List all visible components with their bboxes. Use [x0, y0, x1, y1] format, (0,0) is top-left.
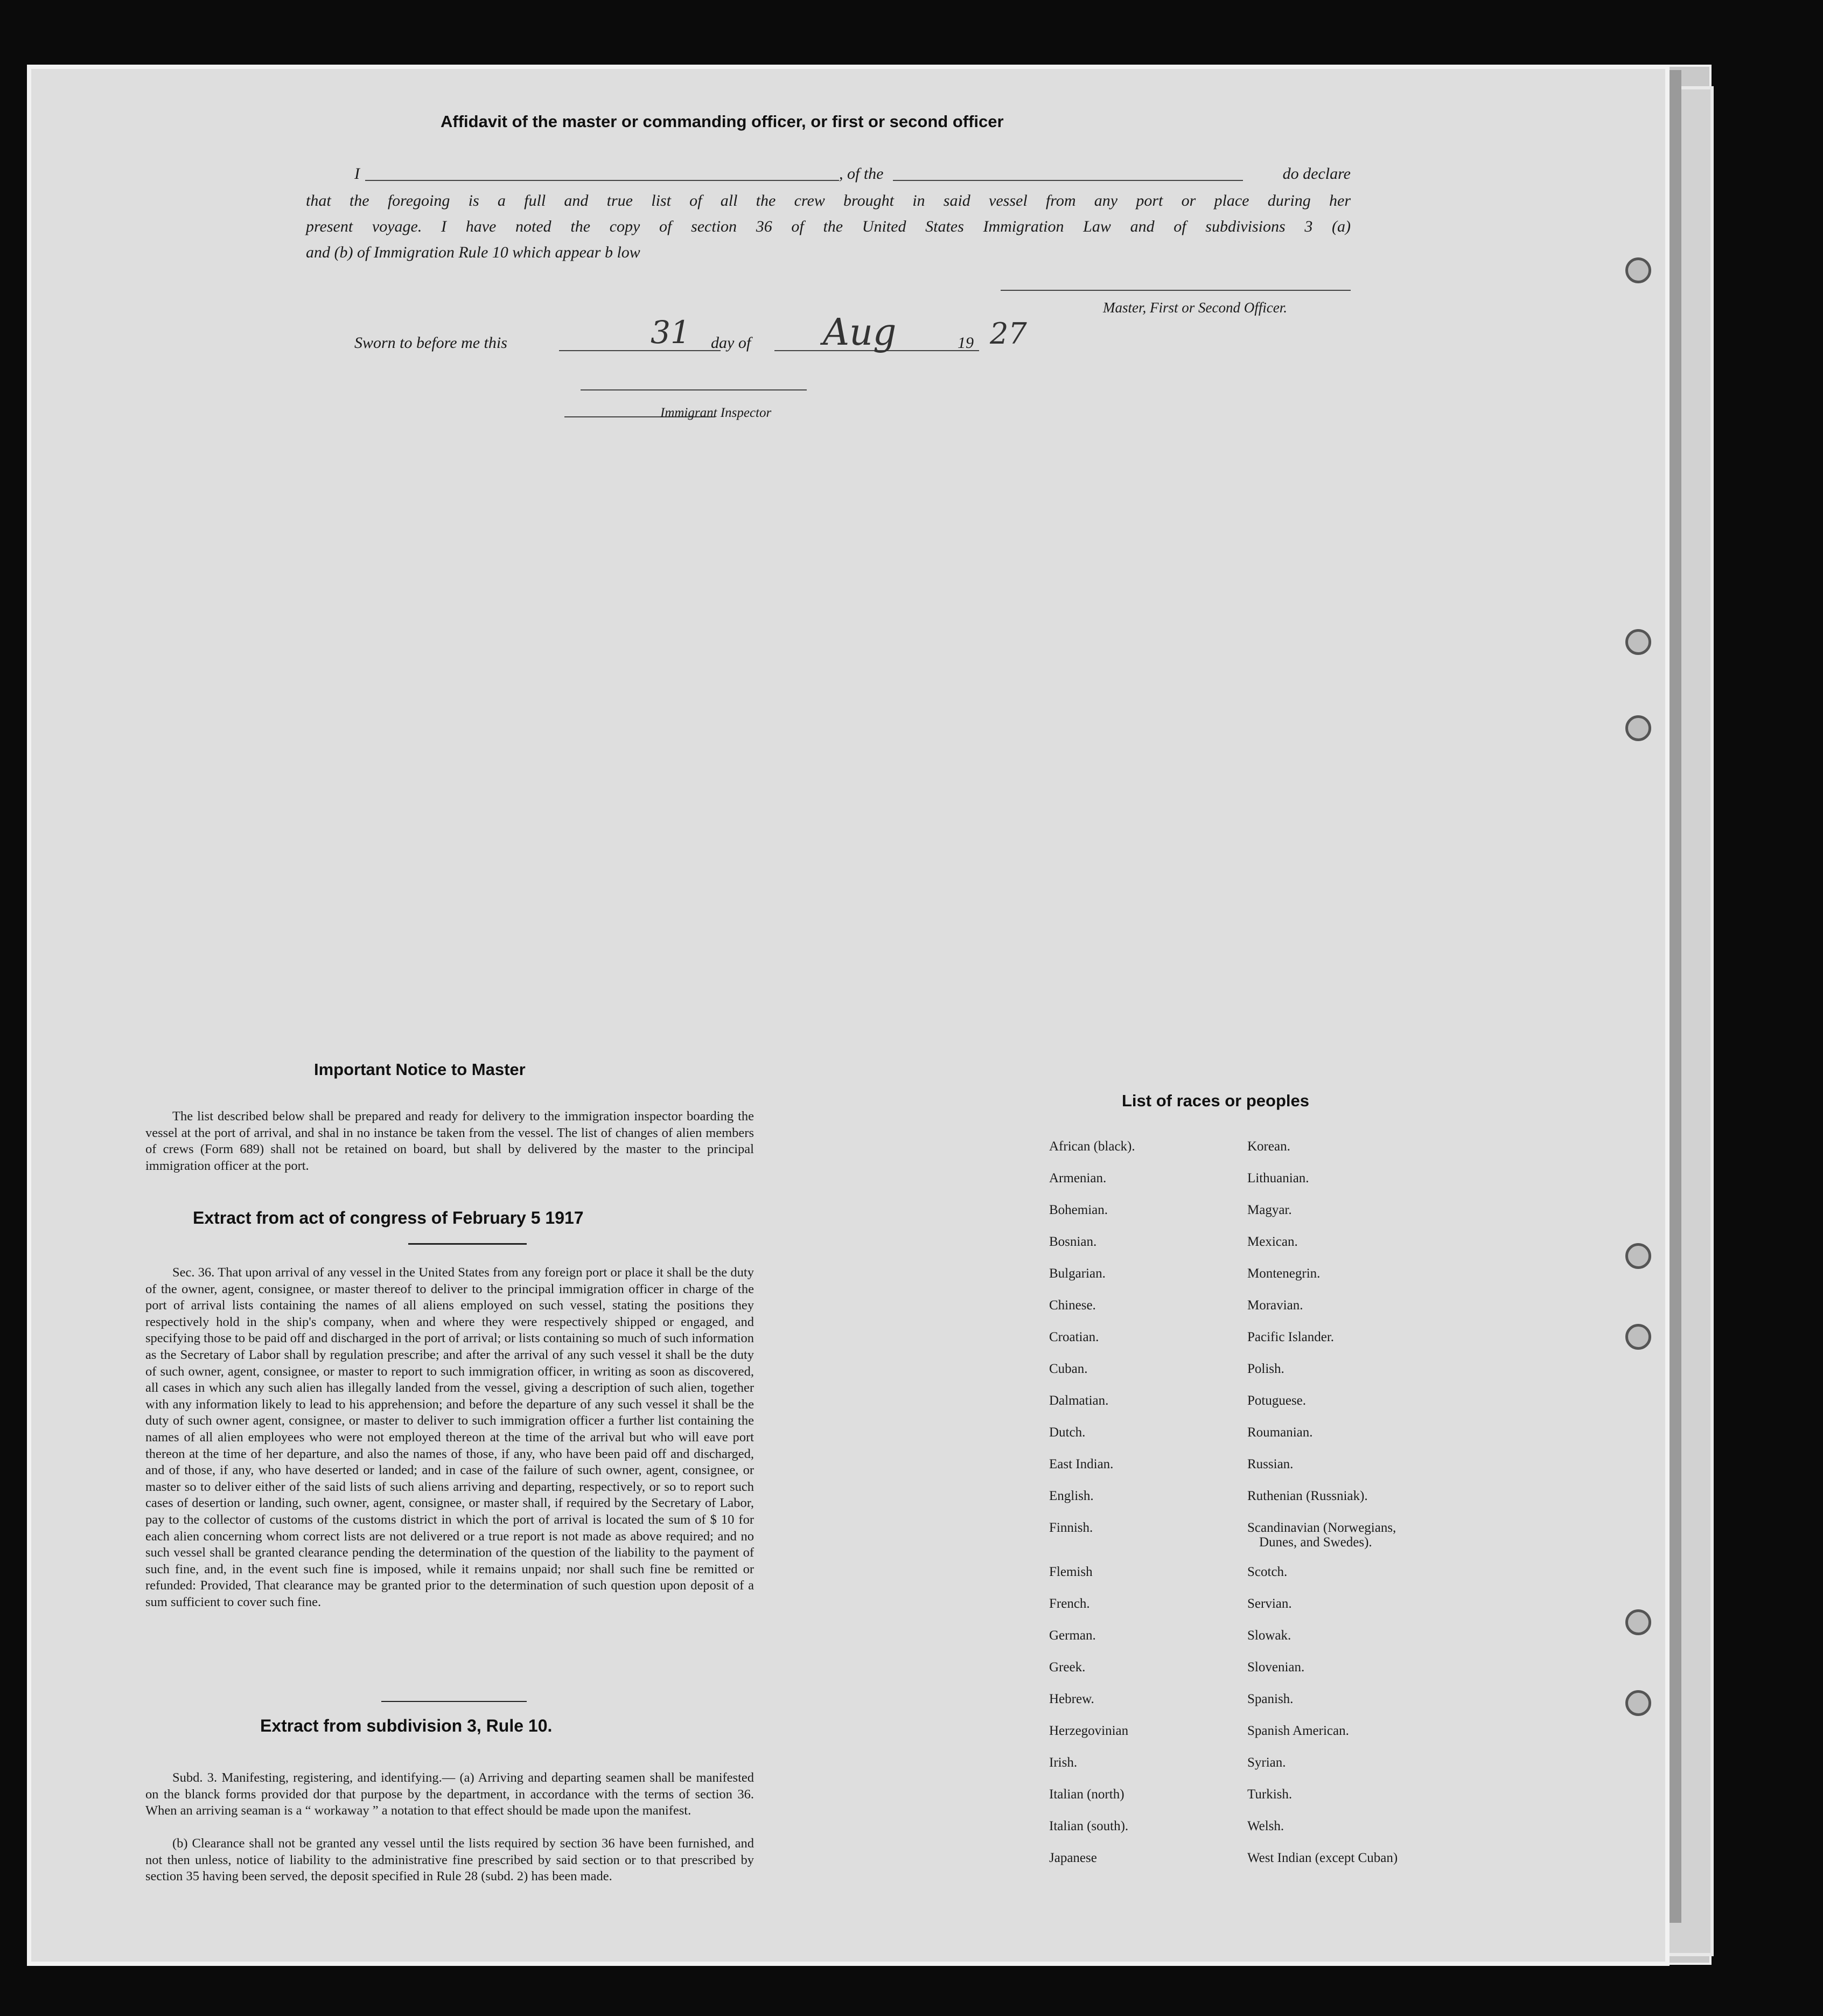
- race-right-item: Servian.: [1247, 1596, 1292, 1611]
- notice-text: The list described below shall be prepared and ready for delivery to the immigration inspector boarding the vessel at the port of arrival, and shal in no instance be taken from the vessel. The list of changes of alien members of crews (Form 689) shall not be retained on board, but shall by delivered by the master to the principal immigration officer at the port.: [145, 1109, 754, 1173]
- race-right-item: Turkish.: [1247, 1787, 1293, 1802]
- race-left-item: Hebrew.: [1049, 1692, 1094, 1706]
- race-left-item: Japanese: [1049, 1851, 1097, 1865]
- binder-hole: [1625, 257, 1651, 283]
- race-right-item: Montenegrin.: [1247, 1266, 1321, 1281]
- race-right-item: Scandinavian (Norwegians,: [1247, 1520, 1396, 1535]
- race-right-item: Russian.: [1247, 1457, 1294, 1471]
- extract-act-bottom-rule: [381, 1701, 527, 1702]
- race-right-item: Syrian.: [1247, 1755, 1286, 1770]
- extract-rule-title: Extract from subdivision 3, Rule 10.: [260, 1716, 553, 1735]
- race-right-item: Pacific Islander.: [1247, 1330, 1335, 1344]
- extract-act-rule: [408, 1243, 527, 1245]
- affidavit-title: Affidavit of the master or commanding officer, or first or second officer: [441, 112, 1004, 131]
- race-left-item: Irish.: [1049, 1755, 1078, 1770]
- race-left-item: Armenian.: [1049, 1171, 1107, 1185]
- race-right-item: Scotch.: [1247, 1565, 1288, 1579]
- race-right-item: Moravian.: [1247, 1298, 1303, 1313]
- race-left-item: African (black).: [1049, 1139, 1135, 1154]
- race-left-item: Bulgarian.: [1049, 1266, 1106, 1281]
- race-left-item: Herzegovinian: [1049, 1724, 1129, 1738]
- binder-hole: [1625, 1609, 1651, 1635]
- year-suffix: 27: [990, 317, 1027, 351]
- race-left-item: German.: [1049, 1628, 1096, 1643]
- master-label: Master, First or Second Officer.: [1103, 299, 1287, 316]
- race-right-item: Slowak.: [1247, 1628, 1291, 1643]
- race-left-item: English.: [1049, 1489, 1094, 1503]
- race-left-item: Italian (south).: [1049, 1819, 1129, 1833]
- extract-rule-text-a: Subd. 3. Manifesting, registering, and identifying.— (a) Arriving and departing seamen shall be manifested on the blanck forms provided dor that purpose by the department, in accordance with the terms of section 36. When an arriving seaman is a “ workaway ” a notation to that effect should be made upon the manifest.: [145, 1770, 754, 1818]
- race-right-item: Polish.: [1247, 1362, 1284, 1376]
- affidavit-line4: and (b) of Immigration Rule 10 which appear b low: [306, 243, 640, 261]
- race-left-item: Dalmatian.: [1049, 1393, 1109, 1408]
- race-right-item: Magyar.: [1247, 1203, 1292, 1217]
- race-left-item: Bosnian.: [1049, 1234, 1097, 1249]
- race-right-item: Korean.: [1247, 1139, 1290, 1154]
- race-right-item: Mexican.: [1247, 1234, 1298, 1249]
- affidavit-line3: present voyage. I have noted the copy of section 36 of the United States Immigration Law and of subdivisions 3 (a): [306, 218, 1351, 235]
- sworn-month: Aug: [823, 311, 897, 354]
- race-right-item: Lithuanian.: [1247, 1171, 1309, 1185]
- name-blank: [365, 180, 839, 181]
- binder-hole: [1625, 1243, 1651, 1269]
- binder-hole: [1625, 629, 1651, 655]
- binder-hole: [1625, 1324, 1651, 1350]
- race-right-item: West Indian (except Cuban): [1247, 1851, 1398, 1865]
- affidavit-line1-start: I: [354, 165, 360, 183]
- race-left-item: Flemish: [1049, 1565, 1093, 1579]
- notice-title: Important Notice to Master: [314, 1060, 526, 1079]
- race-left-item: Greek.: [1049, 1660, 1086, 1675]
- race-right-item: Dunes, and Swedes).: [1259, 1535, 1372, 1550]
- race-right-item: Spanish.: [1247, 1692, 1294, 1706]
- sworn-day: 31: [651, 314, 690, 351]
- sworn-label: Sworn to before me this: [354, 334, 507, 352]
- race-left-item: East Indian.: [1049, 1457, 1114, 1471]
- inspector-label: Immigrant Inspector: [660, 406, 772, 420]
- race-right-item: Spanish American.: [1247, 1724, 1349, 1738]
- race-right-item: Potuguese.: [1247, 1393, 1307, 1408]
- races-title: List of races or peoples: [1122, 1091, 1309, 1110]
- race-left-item: Italian (north): [1049, 1787, 1124, 1802]
- page-edge: [1670, 70, 1681, 1923]
- binder-hole: [1625, 715, 1651, 741]
- race-left-item: Dutch.: [1049, 1425, 1086, 1440]
- affidavit-line2: that the foregoing is a full and true list of all the crew brought in said vessel from any port or place during her: [306, 192, 1351, 210]
- race-right-item: Roumanian.: [1247, 1425, 1313, 1440]
- race-left-item: Bohemian.: [1049, 1203, 1108, 1217]
- race-left-item: Chinese.: [1049, 1298, 1096, 1313]
- day-of-label: day of: [711, 334, 751, 352]
- master-signature-line: [1001, 290, 1351, 291]
- inspector-signature-line: [581, 389, 807, 390]
- race-right-item: Ruthenian (Russniak).: [1247, 1489, 1368, 1503]
- race-left-item: Croatian.: [1049, 1330, 1099, 1344]
- year-prefix: 19: [958, 334, 974, 352]
- race-right-item: Welsh.: [1247, 1819, 1284, 1833]
- binder-hole: [1625, 1690, 1651, 1716]
- race-left-item: French.: [1049, 1596, 1090, 1611]
- extract-act-title: Extract from act of congress of February 5 1917: [193, 1208, 584, 1227]
- manifest-page: [27, 65, 1670, 1966]
- affidavit-line1-mid: , of the: [839, 165, 884, 183]
- vessel-blank: [893, 180, 1243, 181]
- race-left-item: Finnish.: [1049, 1520, 1093, 1535]
- extract-rule-text-b: (b) Clearance shall not be granted any vessel until the lists required by section 36 have been furnished, and not then unless, notice of liability to the administrative fine prescribed by said section or to that prescribed by section 35 having been served, the deposit specified in Rule 28 (subd. 2) has been made.: [145, 1836, 754, 1884]
- race-right-item: Slovenian.: [1247, 1660, 1305, 1675]
- race-left-item: Cuban.: [1049, 1362, 1088, 1376]
- day-blank: [559, 350, 721, 351]
- extract-act-text: Sec. 36. That upon arrival of any vessel in the United States from any foreign port or place it shall be the duty of the owner, agent, consignee, or master thereof to deliver to the principal immigration officer in charge of the port of arrival lists containing the names of all aliens employed on such vessel, stating the positions they respectively hold in the ship's company, when and where they were respectively shipped or engaged, and specifying those to be paid off and discharged in the port of arrival; or lists containing so much of such information as the Secretary of Labor shall by regulation prescribe; and after the arrival of any such vessel it shall be the duty of such owner, agent, consignee, or master to report to such immigration officer, in writing as soon as discovered, all cases in which any such alien has illegally landed from the vessel, giving a description of such alien, together with any information likely to lead to his apprehension; and before the departure of any such vessel it shall be the duty of such owner agent, consignee, or master to deliver to such immigration officer a further list containing the names of all alien employees who were not employed thereon at the time of the arrival but who will eave port thereon at the time of her departure, and also the names of those, if any, who have been paid off and discharged, and of those, if any, who have deserted or landed; and in case of the failure of such owner, agent, consignee, or master so to deliver either of the said lists of such aliens arriving and departing, respectively, or so to report such cases of desertion or landing, such owner, agent, consignee, or master shall, if required by the Secretary of Labor, pay to the collector of customs of the customs district in which the port of arrival is located the sum of $ 10 for each alien concerning whom correct lists are not delivered or a true report is not made as above required; and no such vessel shall be granted clearance pending the determination of the question of the liability to the payment of such fine, and, in the event such fine is imposed, while it remains unpaid; nor shall such fine be remitted or refunded: Provided, That clearance may be granted prior to the determination of such question upon deposit of a sum sufficient to cover such fine.: [145, 1265, 754, 1609]
- affidavit-line1-end: do declare: [1282, 165, 1351, 183]
